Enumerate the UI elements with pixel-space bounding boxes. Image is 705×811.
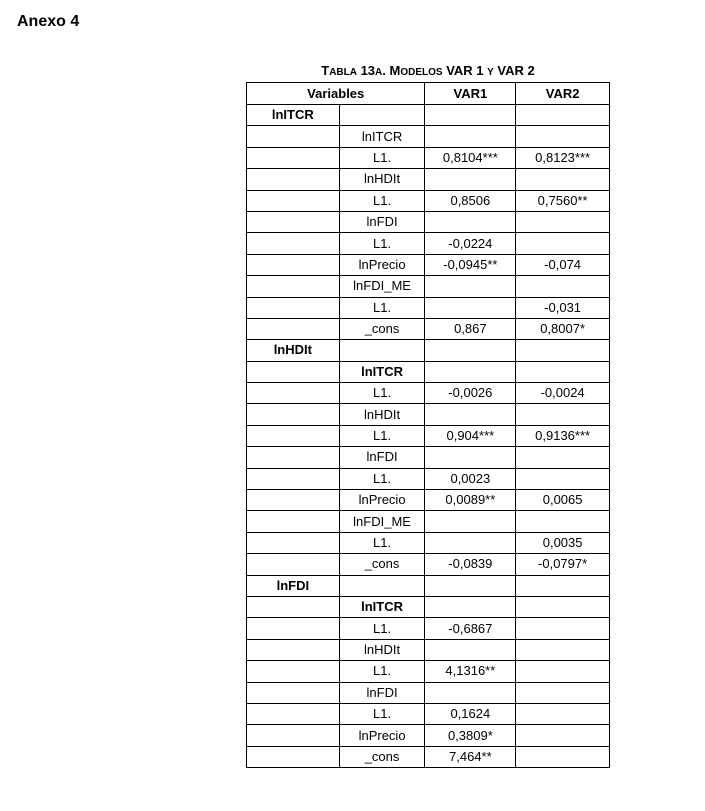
header-var1: VAR1 bbox=[425, 83, 516, 105]
caption-part: A bbox=[375, 67, 383, 78]
row-variable-cell: L1. bbox=[339, 532, 425, 553]
var1-value-cell bbox=[425, 105, 516, 126]
table-row bbox=[247, 169, 610, 190]
row-variable-cell: lnITCR bbox=[339, 361, 425, 382]
var2-value-cell bbox=[516, 468, 610, 489]
row-group-cell bbox=[247, 532, 340, 553]
row-group-cell bbox=[247, 211, 340, 232]
var2-value-cell: -0,074 bbox=[516, 254, 610, 275]
table-row bbox=[247, 725, 610, 746]
table-row bbox=[247, 468, 610, 489]
var2-value-cell: 0,0065 bbox=[516, 490, 610, 511]
row-variable-cell: L1. bbox=[339, 618, 425, 639]
row-group-cell bbox=[247, 682, 340, 703]
row-group-cell bbox=[247, 725, 340, 746]
row-group-cell bbox=[247, 383, 340, 404]
row-variable-cell: L1. bbox=[339, 147, 425, 168]
row-group-cell bbox=[247, 276, 340, 297]
row-group-cell bbox=[247, 404, 340, 425]
var2-value-cell: 0,7560** bbox=[516, 190, 610, 211]
var1-value-cell: 0,3809* bbox=[425, 725, 516, 746]
row-group-cell bbox=[247, 468, 340, 489]
var1-value-cell bbox=[425, 211, 516, 232]
row-variable-cell: lnFDI_ME bbox=[339, 511, 425, 532]
table-row bbox=[247, 147, 610, 168]
var2-value-cell bbox=[516, 596, 610, 617]
var2-value-cell bbox=[516, 340, 610, 361]
row-variable-cell: _cons bbox=[339, 318, 425, 339]
table-row bbox=[247, 233, 610, 254]
table-row bbox=[247, 511, 610, 532]
var2-value-cell: 0,8007* bbox=[516, 318, 610, 339]
row-group-cell bbox=[247, 596, 340, 617]
var1-value-cell bbox=[425, 447, 516, 468]
var2-value-cell bbox=[516, 276, 610, 297]
table-row bbox=[247, 532, 610, 553]
row-variable-cell: L1. bbox=[339, 425, 425, 446]
row-variable-cell: L1. bbox=[339, 190, 425, 211]
row-variable-cell: L1. bbox=[339, 383, 425, 404]
table-row bbox=[247, 211, 610, 232]
row-variable-cell: lnFDI bbox=[339, 447, 425, 468]
table-row bbox=[247, 746, 610, 767]
table-row bbox=[247, 340, 610, 361]
row-group-cell bbox=[247, 554, 340, 575]
var1-value-cell: -0,0839 bbox=[425, 554, 516, 575]
caption-part: ODELOS bbox=[400, 67, 443, 78]
var1-value-cell: 4,1316** bbox=[425, 661, 516, 682]
var1-value-cell bbox=[425, 340, 516, 361]
row-variable-cell: lnHDIt bbox=[339, 639, 425, 660]
var1-value-cell bbox=[425, 297, 516, 318]
var1-value-cell: 7,464** bbox=[425, 746, 516, 767]
row-group-cell bbox=[247, 254, 340, 275]
row-group-cell bbox=[247, 618, 340, 639]
row-group-cell: lnHDIt bbox=[247, 340, 340, 361]
row-group-cell bbox=[247, 425, 340, 446]
table-row bbox=[247, 575, 610, 596]
row-variable-cell: _cons bbox=[339, 746, 425, 767]
table-row bbox=[247, 425, 610, 446]
var2-value-cell bbox=[516, 725, 610, 746]
row-variable-cell: L1. bbox=[339, 661, 425, 682]
row-variable-cell: L1. bbox=[339, 468, 425, 489]
row-variable-cell: L1. bbox=[339, 703, 425, 724]
table-row bbox=[247, 618, 610, 639]
var1-value-cell bbox=[425, 682, 516, 703]
row-group-cell bbox=[247, 661, 340, 682]
table-row bbox=[247, 190, 610, 211]
var2-value-cell bbox=[516, 703, 610, 724]
var2-value-cell bbox=[516, 511, 610, 532]
table-row bbox=[247, 318, 610, 339]
row-group-cell: lnITCR bbox=[247, 105, 340, 126]
var2-value-cell: 0,8123*** bbox=[516, 147, 610, 168]
row-group-cell bbox=[247, 639, 340, 660]
annex-title: Anexo 4 bbox=[17, 13, 80, 30]
row-group-cell bbox=[247, 318, 340, 339]
row-group-cell bbox=[247, 147, 340, 168]
row-group-cell bbox=[247, 703, 340, 724]
caption-part: 13 bbox=[356, 63, 376, 78]
var2-value-cell bbox=[516, 126, 610, 147]
row-variable-cell: L1. bbox=[339, 233, 425, 254]
row-variable-cell bbox=[339, 105, 425, 126]
var2-value-cell bbox=[516, 746, 610, 767]
var1-value-cell bbox=[425, 596, 516, 617]
caption-part: Y bbox=[487, 67, 494, 78]
row-variable-cell bbox=[339, 340, 425, 361]
row-group-cell bbox=[247, 447, 340, 468]
row-group-cell bbox=[247, 297, 340, 318]
var1-value-cell bbox=[425, 404, 516, 425]
table-caption bbox=[246, 63, 610, 78]
var2-value-cell bbox=[516, 575, 610, 596]
table-body bbox=[247, 105, 610, 768]
row-variable-cell: lnHDIt bbox=[339, 169, 425, 190]
var2-value-cell bbox=[516, 233, 610, 254]
row-group-cell bbox=[247, 126, 340, 147]
row-group-cell bbox=[247, 746, 340, 767]
caption-part: T bbox=[321, 63, 330, 78]
var2-value-cell bbox=[516, 169, 610, 190]
var1-value-cell: -0,0224 bbox=[425, 233, 516, 254]
table-row bbox=[247, 297, 610, 318]
var1-value-cell bbox=[425, 361, 516, 382]
caption-part: . M bbox=[382, 63, 401, 78]
var1-value-cell: 0,0089** bbox=[425, 490, 516, 511]
row-variable-cell: L1. bbox=[339, 297, 425, 318]
var1-value-cell: -0,0945** bbox=[425, 254, 516, 275]
caption-part: ABLA bbox=[329, 67, 357, 78]
var1-value-cell bbox=[425, 532, 516, 553]
row-variable-cell: lnPrecio bbox=[339, 490, 425, 511]
row-group-cell bbox=[247, 233, 340, 254]
row-variable-cell: lnFDI_ME bbox=[339, 276, 425, 297]
var2-value-cell: -0,0024 bbox=[516, 383, 610, 404]
table-row bbox=[247, 105, 610, 126]
table-row bbox=[247, 126, 610, 147]
table-row bbox=[247, 254, 610, 275]
row-group-cell bbox=[247, 511, 340, 532]
var1-value-cell: -0,6867 bbox=[425, 618, 516, 639]
row-variable-cell bbox=[339, 575, 425, 596]
var2-value-cell bbox=[516, 447, 610, 468]
var1-value-cell: 0,1624 bbox=[425, 703, 516, 724]
table-row bbox=[247, 661, 610, 682]
var1-value-cell bbox=[425, 575, 516, 596]
table-row bbox=[247, 447, 610, 468]
var2-value-cell bbox=[516, 361, 610, 382]
header-var2: VAR2 bbox=[516, 83, 610, 105]
var1-value-cell: 0,8506 bbox=[425, 190, 516, 211]
var1-value-cell bbox=[425, 511, 516, 532]
table-row bbox=[247, 276, 610, 297]
row-group-cell bbox=[247, 361, 340, 382]
row-variable-cell: lnPrecio bbox=[339, 254, 425, 275]
row-group-cell: lnFDI bbox=[247, 575, 340, 596]
var2-value-cell bbox=[516, 661, 610, 682]
var1-value-cell: -0,0026 bbox=[425, 383, 516, 404]
row-variable-cell: _cons bbox=[339, 554, 425, 575]
row-variable-cell: lnITCR bbox=[339, 126, 425, 147]
var2-value-cell bbox=[516, 682, 610, 703]
var1-value-cell: 0,8104*** bbox=[425, 147, 516, 168]
table-row bbox=[247, 554, 610, 575]
var1-value-cell: 0,867 bbox=[425, 318, 516, 339]
header-row bbox=[247, 83, 610, 105]
var2-value-cell: -0,0797* bbox=[516, 554, 610, 575]
caption-part: VAR 1 bbox=[442, 63, 488, 78]
row-group-cell bbox=[247, 169, 340, 190]
var2-value-cell bbox=[516, 618, 610, 639]
row-variable-cell: lnITCR bbox=[339, 596, 425, 617]
table-row bbox=[247, 639, 610, 660]
caption-part: VAR 2 bbox=[493, 63, 535, 78]
var2-value-cell bbox=[516, 404, 610, 425]
var1-value-cell bbox=[425, 126, 516, 147]
header-variables: Variables bbox=[247, 83, 425, 105]
row-variable-cell: lnHDIt bbox=[339, 404, 425, 425]
var2-value-cell bbox=[516, 639, 610, 660]
var2-value-cell: -0,031 bbox=[516, 297, 610, 318]
table-row bbox=[247, 490, 610, 511]
row-variable-cell: lnFDI bbox=[339, 211, 425, 232]
row-variable-cell: lnPrecio bbox=[339, 725, 425, 746]
var1-value-cell bbox=[425, 169, 516, 190]
row-group-cell bbox=[247, 490, 340, 511]
var1-value-cell bbox=[425, 276, 516, 297]
table-row bbox=[247, 383, 610, 404]
var-models-table bbox=[246, 82, 610, 768]
table-row bbox=[247, 682, 610, 703]
var2-value-cell: 0,0035 bbox=[516, 532, 610, 553]
table-row bbox=[247, 596, 610, 617]
var1-value-cell: 0,0023 bbox=[425, 468, 516, 489]
var2-value-cell: 0,9136*** bbox=[516, 425, 610, 446]
var2-value-cell bbox=[516, 105, 610, 126]
var1-value-cell: 0,904*** bbox=[425, 425, 516, 446]
row-group-cell bbox=[247, 190, 340, 211]
table-row bbox=[247, 404, 610, 425]
row-variable-cell: lnFDI bbox=[339, 682, 425, 703]
var2-value-cell bbox=[516, 211, 610, 232]
var1-value-cell bbox=[425, 639, 516, 660]
table-row bbox=[247, 703, 610, 724]
table-row bbox=[247, 361, 610, 382]
